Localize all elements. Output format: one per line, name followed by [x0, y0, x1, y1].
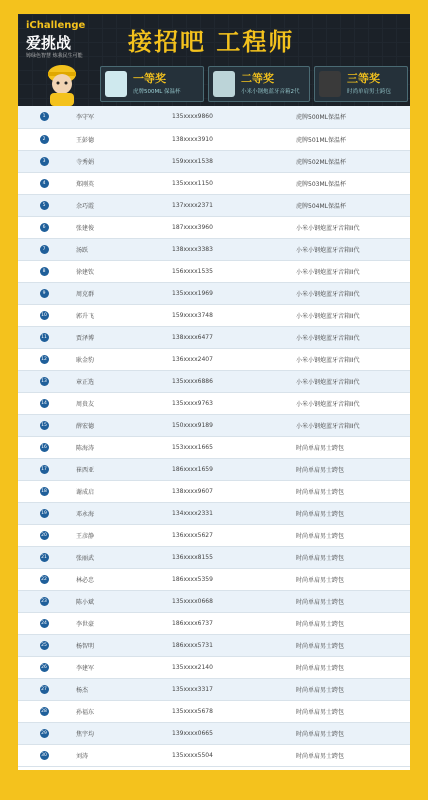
winner-phone: 136xxxx2407	[172, 348, 296, 370]
rank-cell	[18, 282, 70, 304]
winner-phone: 138xxxx3383	[172, 238, 296, 260]
rank-cell	[18, 436, 70, 458]
winner-phone: 139xxxx0665	[172, 722, 296, 744]
prize-rank: 三等奖	[347, 72, 380, 85]
winner-name: 贾泽博	[70, 326, 172, 348]
table-row	[18, 656, 410, 678]
rank-cell	[18, 612, 70, 634]
rank-cell	[18, 524, 70, 546]
winner-phone: 136xxxx5627	[172, 524, 296, 546]
rank-badge: 28	[41, 708, 47, 714]
winner-phone: 135xxxx9860	[172, 106, 296, 128]
table-row	[18, 216, 410, 238]
rank-cell	[18, 458, 70, 480]
winner-prize: 时尚单肩男士跨包	[296, 634, 410, 656]
winner-phone: 136xxxx8155	[172, 546, 296, 568]
table-row	[18, 700, 410, 722]
winners-table	[18, 106, 410, 767]
winner-prize: 时尚单肩男士跨包	[296, 678, 410, 700]
speaker-icon	[213, 71, 235, 97]
winner-name: 郑刚英	[70, 172, 172, 194]
winner-prize: 时尚单肩男士跨包	[296, 436, 410, 458]
table-row	[18, 568, 410, 590]
winner-prize: 小米小钢炮蓝牙音箱II代	[296, 282, 410, 304]
winner-prize: 小米小钢炮蓝牙音箱II代	[296, 238, 410, 260]
table-row	[18, 326, 410, 348]
header-banner	[18, 14, 410, 106]
rank-badge: 13	[41, 378, 47, 384]
rank-cell	[18, 216, 70, 238]
winner-name: 徐建钦	[70, 260, 172, 282]
rank-badge: 25	[41, 642, 47, 648]
winner-name: 崔西亚	[70, 458, 172, 480]
winner-name: 张丽武	[70, 546, 172, 568]
winner-prize: 虎牌504ML保温杯	[296, 194, 410, 216]
rank-badge: 5	[40, 201, 49, 210]
winner-name: 汤跃	[70, 238, 172, 260]
winner-prize: 时尚单肩男士跨包	[296, 722, 410, 744]
winner-prize: 小米小钢炮蓝牙音箱II代	[296, 414, 410, 436]
winner-phone: 186xxxx6737	[172, 612, 296, 634]
winner-name: 王彭德	[70, 128, 172, 150]
rank-cell	[18, 700, 70, 722]
winner-phone: 156xxxx1535	[172, 260, 296, 282]
table-row	[18, 744, 410, 766]
rank-cell	[18, 480, 70, 502]
winner-phone: 135xxxx6886	[172, 370, 296, 392]
prize-card-third	[314, 66, 408, 102]
winner-name: 周克群	[70, 282, 172, 304]
winner-name: 张建俊	[70, 216, 172, 238]
logo-english: iChallenge	[26, 20, 86, 31]
winner-prize: 时尚单肩男士跨包	[296, 458, 410, 480]
prize-desc: 虎牌500ML 保温杯	[133, 89, 181, 95]
winner-name: 焦宇均	[70, 722, 172, 744]
winner-phone: 135xxxx5504	[172, 744, 296, 766]
shoulder-bag-icon	[319, 71, 341, 97]
rank-cell	[18, 106, 70, 128]
rank-badge: 1	[40, 112, 49, 121]
winner-phone: 135xxxx9763	[172, 392, 296, 414]
table-row	[18, 128, 410, 150]
winner-phone: 159xxxx1538	[172, 150, 296, 172]
thermos-cup-icon	[105, 71, 127, 97]
winner-phone: 150xxxx9189	[172, 414, 296, 436]
winners-sheet	[18, 14, 410, 770]
table-row	[18, 370, 410, 392]
rank-cell	[18, 348, 70, 370]
table-row	[18, 480, 410, 502]
winner-prize: 时尚单肩男士跨包	[296, 568, 410, 590]
winner-name: 周贵友	[70, 392, 172, 414]
table-row	[18, 260, 410, 282]
winner-prize: 虎牌500ML保温杯	[296, 106, 410, 128]
prize-desc: 时尚单肩男士跨包	[347, 89, 392, 95]
rank-cell	[18, 722, 70, 744]
winner-name: 郭升飞	[70, 304, 172, 326]
winner-name: 王彦静	[70, 524, 172, 546]
rank-cell	[18, 414, 70, 436]
rank-badge: 6	[40, 223, 49, 232]
winner-name: 李世豪	[70, 612, 172, 634]
winner-phone: 137xxxx2371	[172, 194, 296, 216]
rank-badge: 23	[41, 598, 47, 604]
table-row	[18, 304, 410, 326]
rank-cell	[18, 744, 70, 766]
rank-badge: 9	[40, 289, 49, 298]
rank-badge: 3	[40, 157, 49, 166]
prize-card-second	[208, 66, 310, 102]
rank-badge: 26	[41, 664, 47, 670]
winner-prize: 小米小钢炮蓝牙音箱II代	[296, 304, 410, 326]
prize-rank: 二等奖	[241, 72, 274, 85]
rank-cell	[18, 260, 70, 282]
rank-cell	[18, 128, 70, 150]
winner-name: 陈海涛	[70, 436, 172, 458]
rank-badge: 16	[41, 444, 47, 450]
winner-prize: 时尚单肩男士跨包	[296, 612, 410, 634]
rank-badge: 11	[41, 334, 47, 340]
page-title: 接招吧 工程师	[128, 28, 295, 56]
rank-badge: 14	[41, 400, 47, 406]
winner-prize: 小米小钢炮蓝牙音箱II代	[296, 326, 410, 348]
rank-cell	[18, 546, 70, 568]
winner-name: 薛宏德	[70, 414, 172, 436]
winner-phone: 153xxxx1665	[172, 436, 296, 458]
rank-cell	[18, 568, 70, 590]
winner-prize: 时尚单肩男士跨包	[296, 700, 410, 722]
rank-badge: 24	[41, 620, 47, 626]
table-row	[18, 634, 410, 656]
slogan-text: 铸绿色智慧 炼我民生可能	[26, 53, 83, 59]
rank-cell	[18, 238, 70, 260]
winner-prize: 小米小钢炮蓝牙音箱II代	[296, 392, 410, 414]
winner-phone: 138xxxx3910	[172, 128, 296, 150]
winner-name: 林必忠	[70, 568, 172, 590]
table-row	[18, 150, 410, 172]
winner-name: 孙福东	[70, 700, 172, 722]
winner-prize: 时尚单肩男士跨包	[296, 656, 410, 678]
winner-name: 耿金豹	[70, 348, 172, 370]
winner-name: 陈小斌	[70, 590, 172, 612]
rank-badge: 30	[41, 752, 47, 758]
winner-name: 杨杰	[70, 678, 172, 700]
rank-cell	[18, 656, 70, 678]
rank-badge: 10	[41, 312, 47, 318]
table-row	[18, 502, 410, 524]
rank-cell	[18, 634, 70, 656]
table-row	[18, 678, 410, 700]
winner-phone: 135xxxx1150	[172, 172, 296, 194]
winner-prize: 时尚单肩男士跨包	[296, 546, 410, 568]
rank-cell	[18, 194, 70, 216]
table-row	[18, 722, 410, 744]
winner-name: 余巧霞	[70, 194, 172, 216]
engineer-mascot-icon	[36, 62, 88, 106]
table-row	[18, 194, 410, 216]
winner-name: 章正选	[70, 370, 172, 392]
rank-badge: 12	[41, 356, 47, 362]
logo-chinese: 爱挑战	[26, 34, 72, 52]
rank-cell	[18, 172, 70, 194]
rank-badge: 8	[40, 267, 49, 276]
winner-phone: 135xxxx5678	[172, 700, 296, 722]
winner-prize: 时尚单肩男士跨包	[296, 480, 410, 502]
winner-prize: 虎牌501ML保温杯	[296, 128, 410, 150]
winner-phone: 186xxxx1659	[172, 458, 296, 480]
rank-cell	[18, 304, 70, 326]
rank-cell	[18, 392, 70, 414]
winner-name: 邓永海	[70, 502, 172, 524]
winner-name: 谢成启	[70, 480, 172, 502]
rank-badge: 2	[40, 135, 49, 144]
rank-badge: 27	[41, 686, 47, 692]
table-row	[18, 106, 410, 128]
winner-name: 刘涛	[70, 744, 172, 766]
rank-badge: 17	[41, 466, 47, 472]
rank-cell	[18, 590, 70, 612]
rank-cell	[18, 502, 70, 524]
prize-desc: 小米小钢炮蓝牙音箱2代	[241, 89, 300, 95]
rank-badge: 20	[41, 532, 47, 538]
winner-prize: 小米小钢炮蓝牙音箱II代	[296, 370, 410, 392]
rank-badge: 18	[41, 488, 47, 494]
winner-prize: 虎牌503ML保温杯	[296, 172, 410, 194]
table-row	[18, 524, 410, 546]
winner-phone: 186xxxx5359	[172, 568, 296, 590]
prize-rank: 一等奖	[133, 72, 166, 85]
winner-name: 寺秀娟	[70, 150, 172, 172]
rank-cell	[18, 678, 70, 700]
winner-phone: 134xxxx2331	[172, 502, 296, 524]
winner-prize: 小米小钢炮蓝牙音箱II代	[296, 216, 410, 238]
winner-phone: 135xxxx1969	[172, 282, 296, 304]
winner-phone: 135xxxx0668	[172, 590, 296, 612]
winner-prize: 时尚单肩男士跨包	[296, 524, 410, 546]
winner-name: 杨智明	[70, 634, 172, 656]
winner-prize: 虎牌502ML保温杯	[296, 150, 410, 172]
winner-prize: 时尚单肩男士跨包	[296, 502, 410, 524]
winner-prize: 时尚单肩男士跨包	[296, 744, 410, 766]
table-row	[18, 172, 410, 194]
rank-cell	[18, 150, 70, 172]
rank-badge: 22	[41, 576, 47, 582]
winner-phone: 138xxxx6477	[172, 326, 296, 348]
prize-card-first	[100, 66, 204, 102]
winner-prize: 小米小钢炮蓝牙音箱II代	[296, 260, 410, 282]
table-row	[18, 458, 410, 480]
winner-phone: 159xxxx3748	[172, 304, 296, 326]
table-row	[18, 414, 410, 436]
table-row	[18, 436, 410, 458]
table-row	[18, 282, 410, 304]
rank-badge: 4	[40, 179, 49, 188]
winner-phone: 138xxxx9607	[172, 480, 296, 502]
rank-badge: 29	[41, 730, 47, 736]
winner-name: 李守军	[70, 106, 172, 128]
winner-phone: 186xxxx5731	[172, 634, 296, 656]
table-row	[18, 590, 410, 612]
winner-phone: 135xxxx2140	[172, 656, 296, 678]
table-row	[18, 238, 410, 260]
winner-prize: 时尚单肩男士跨包	[296, 590, 410, 612]
rank-badge: 21	[41, 554, 47, 560]
rank-badge: 15	[41, 422, 47, 428]
rank-badge: 19	[41, 510, 47, 516]
rank-cell	[18, 370, 70, 392]
rank-badge: 7	[40, 245, 49, 254]
table-row	[18, 348, 410, 370]
winner-prize: 小米小钢炮蓝牙音箱II代	[296, 348, 410, 370]
table-row	[18, 546, 410, 568]
winner-phone: 135xxxx3317	[172, 678, 296, 700]
winner-name: 李建军	[70, 656, 172, 678]
table-row	[18, 612, 410, 634]
winner-phone: 187xxxx3960	[172, 216, 296, 238]
table-row	[18, 392, 410, 414]
rank-cell	[18, 326, 70, 348]
